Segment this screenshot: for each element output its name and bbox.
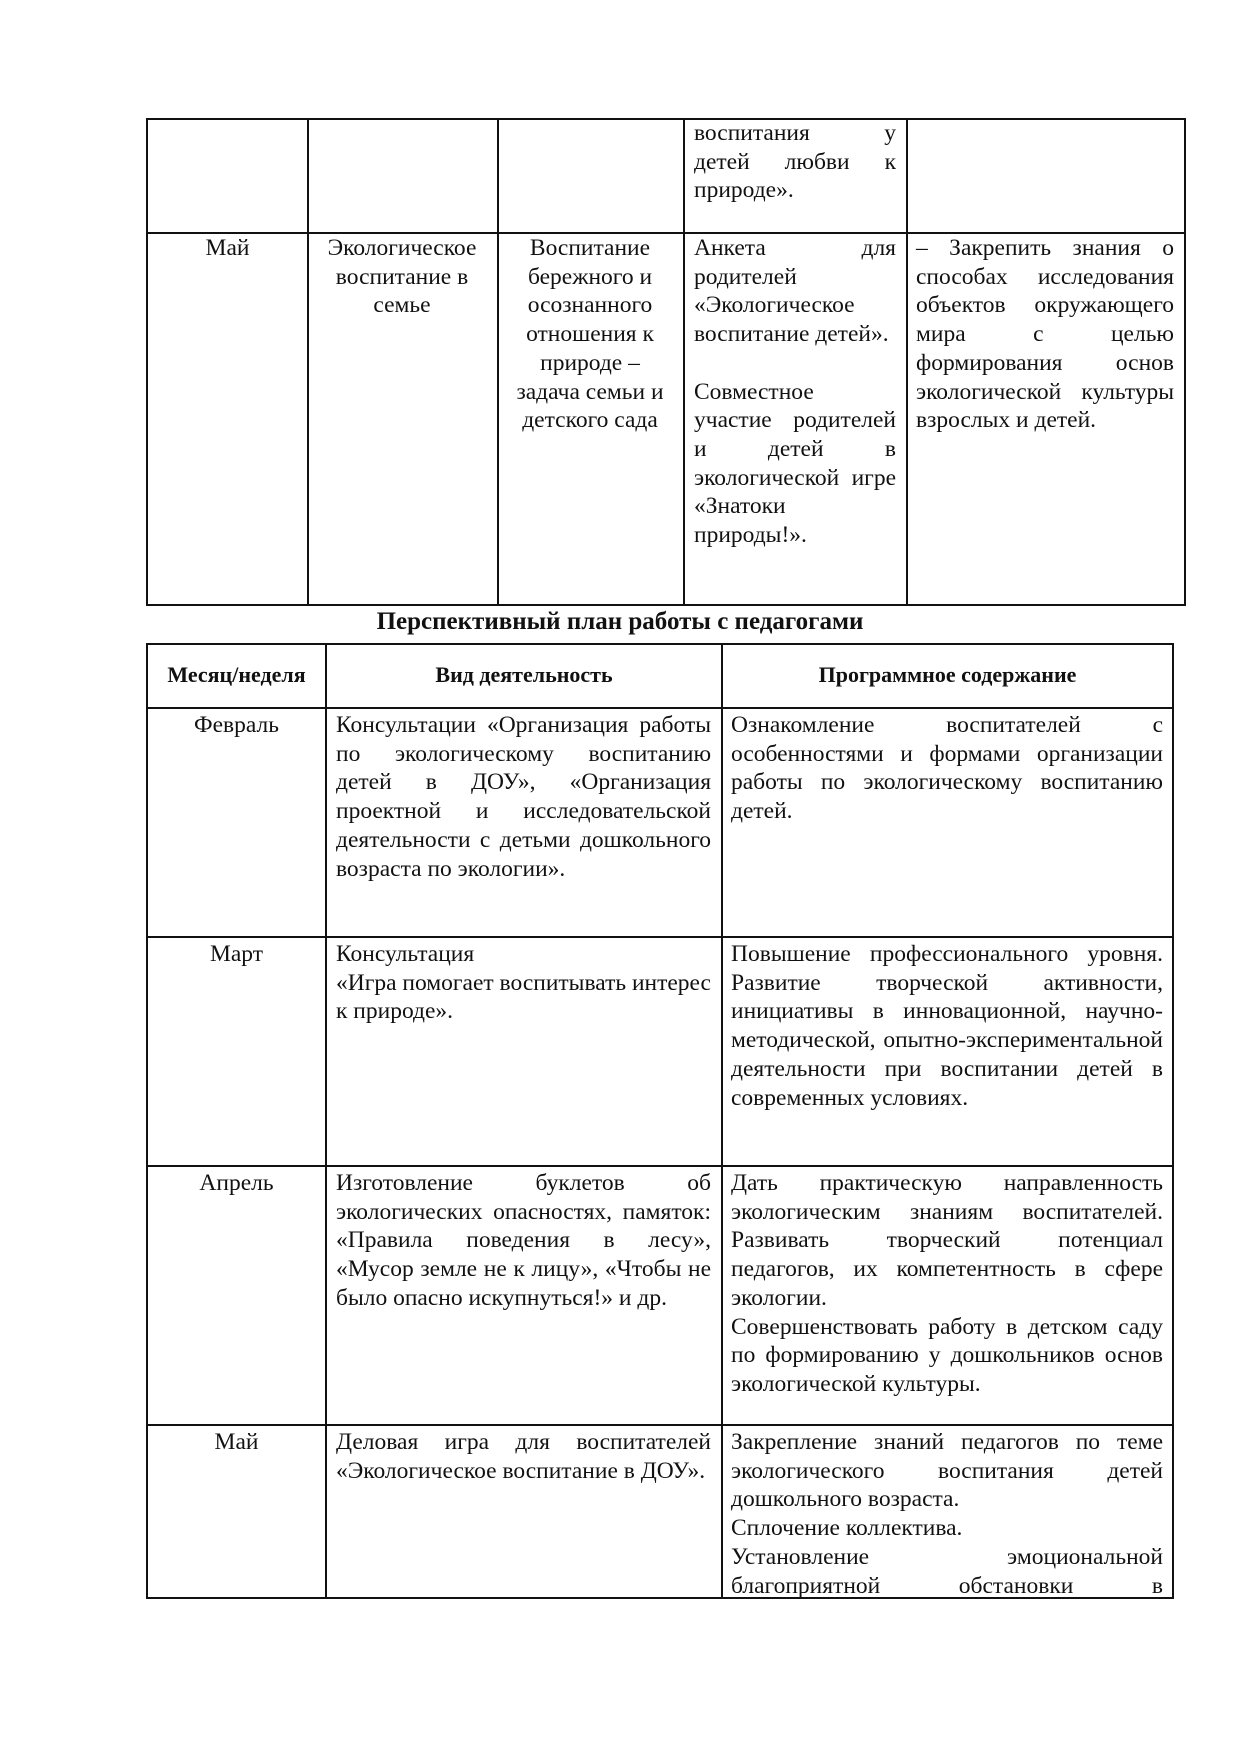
row-content: Ознакомление воспитателей с особенностями и формами организации работы по экологическому воспитанию детей. bbox=[731, 712, 1163, 825]
row-activity bbox=[336, 940, 711, 1026]
row-activity: Консультации «Организация работы по экологическому воспитанию детей в ДОУ», «Организация проектной и исследовательской деятельности с детьми дошкольного возраста по экологии». bbox=[336, 712, 711, 882]
header-month: Месяц/неделя bbox=[167, 662, 306, 687]
activity-paragraph: Анкета для родителей «Экологическое воспитание детей». bbox=[694, 235, 896, 348]
row-month: Март bbox=[209, 941, 264, 967]
content-paragraph: Дать практическую направленность экологическим знаниям воспитателей. Развивать творческий потенциал педагогов, их компетентность в сфере экологии. bbox=[731, 1170, 1163, 1311]
row-activity: Деловая игра для воспитателей «Экологическое воспитание в ДОУ». bbox=[336, 1429, 711, 1484]
activity-paragraph: Совместное участие родителей и детей в экологической игре «Знатоки природы!». bbox=[694, 378, 896, 549]
row-content bbox=[731, 1428, 1163, 1600]
activity-line: «Игра помогает воспитывать интерес к природе». bbox=[336, 969, 711, 1025]
content-paragraph: Совершенствовать работу в детском саду по формированию у дошкольников основ экологической культуры. bbox=[731, 1313, 1163, 1397]
activity-line: Консультация bbox=[336, 941, 475, 967]
row-activity: Изготовление буклетов об экологических опасностях, памяток: «Правила поведения в лесу», «Мусор земле не к лицу», «Чтобы не было опасно искупнуться!» и др. bbox=[336, 1170, 711, 1311]
content-paragraph: Установление эмоциональной благоприятной обстановки в bbox=[731, 1543, 1163, 1599]
row-month: Февраль bbox=[194, 712, 279, 738]
top-row2-month: Май bbox=[205, 235, 250, 261]
row-month: Апрель bbox=[199, 1170, 274, 1196]
activity-line: природе». bbox=[694, 177, 794, 204]
row-month: Май bbox=[214, 1429, 259, 1455]
top-row1-activity bbox=[694, 119, 896, 205]
content-paragraph: Закрепление знаний педагогов по теме экологического воспитания детей дошкольного возраста. bbox=[731, 1429, 1163, 1513]
header-content: Программное содержание bbox=[818, 662, 1077, 687]
activity-line: воспитания у bbox=[694, 120, 896, 146]
row-content: Повышение профессионального уровня. Развитие творческой активности, инициативы в инновационной, научно-методической, опытно-экспериментальной деятельности при воспитании детей в современных условиях. bbox=[731, 941, 1163, 1111]
top-row2-result: – Закрепить знания о способах исследования объектов окружающего мира с целью формирования основ экологической культуры взрослых и детей. bbox=[916, 235, 1174, 434]
top-row2-topic: Экологическое воспитание в семье bbox=[327, 235, 477, 319]
activity-line: детей любви к bbox=[694, 148, 896, 175]
row-content bbox=[731, 1169, 1163, 1399]
top-row2-activity bbox=[694, 234, 896, 550]
top-row2-goal: Воспитание бережного и осознанного отношения к природе – задача семьи и детского сада bbox=[516, 235, 664, 434]
section-title: Перспективный план работы с педагогами bbox=[376, 608, 864, 635]
header-activity: Вид деятельность bbox=[435, 662, 613, 687]
content-paragraph: Сплочение коллектива. bbox=[731, 1515, 963, 1542]
